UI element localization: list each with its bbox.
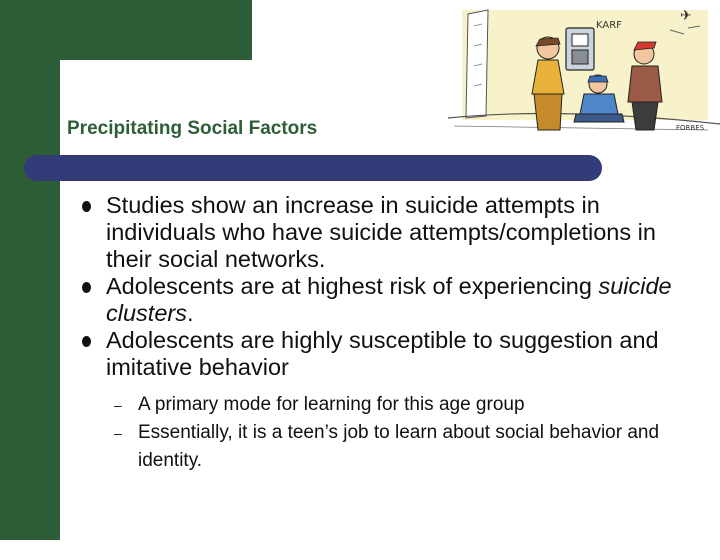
bullet-item [72, 192, 702, 273]
sub-bullet-text: Essentially, it is a teen’s job to learn about social behavior and identity. [138, 422, 660, 471]
dash-icon: – [114, 397, 122, 413]
cartoon-sign-text: KARF [596, 20, 622, 31]
cartoon-signature: FORBES [676, 124, 705, 132]
bullet-text-end: . [186, 300, 194, 326]
title-divider-bar [24, 155, 602, 181]
bullet-dot-icon [82, 201, 91, 212]
svg-text:✈: ✈ [680, 8, 692, 24]
bullet-emphasis: suicide clusters [106, 273, 672, 326]
bullet-dot-icon [82, 336, 91, 347]
bullet-text: Studies show an increase in suicide attempts in individuals who have suicide attempts/completions in their social networks. [106, 192, 656, 272]
bullet-list [72, 192, 702, 475]
bullet-text: Adolescents are at highest risk of experiencing [106, 273, 599, 299]
sub-bullet-list [106, 391, 702, 475]
bullet-item [72, 273, 702, 327]
dash-icon: – [114, 425, 122, 441]
sub-bullet-item [106, 419, 702, 475]
sub-bullet-item [106, 391, 702, 419]
bullet-dot-icon [82, 282, 91, 293]
slide-title: Precipitating Social Factors [67, 118, 318, 139]
bullet-item [72, 327, 702, 475]
top-accent-bar [0, 0, 252, 60]
sub-bullet-text: A primary mode for learning for this age group [138, 394, 525, 415]
bullet-text: Adolescents are highly susceptible to suggestion and imitative behavior [106, 327, 659, 380]
cartoon-illustration [448, 6, 720, 140]
left-accent-bar [0, 0, 60, 540]
